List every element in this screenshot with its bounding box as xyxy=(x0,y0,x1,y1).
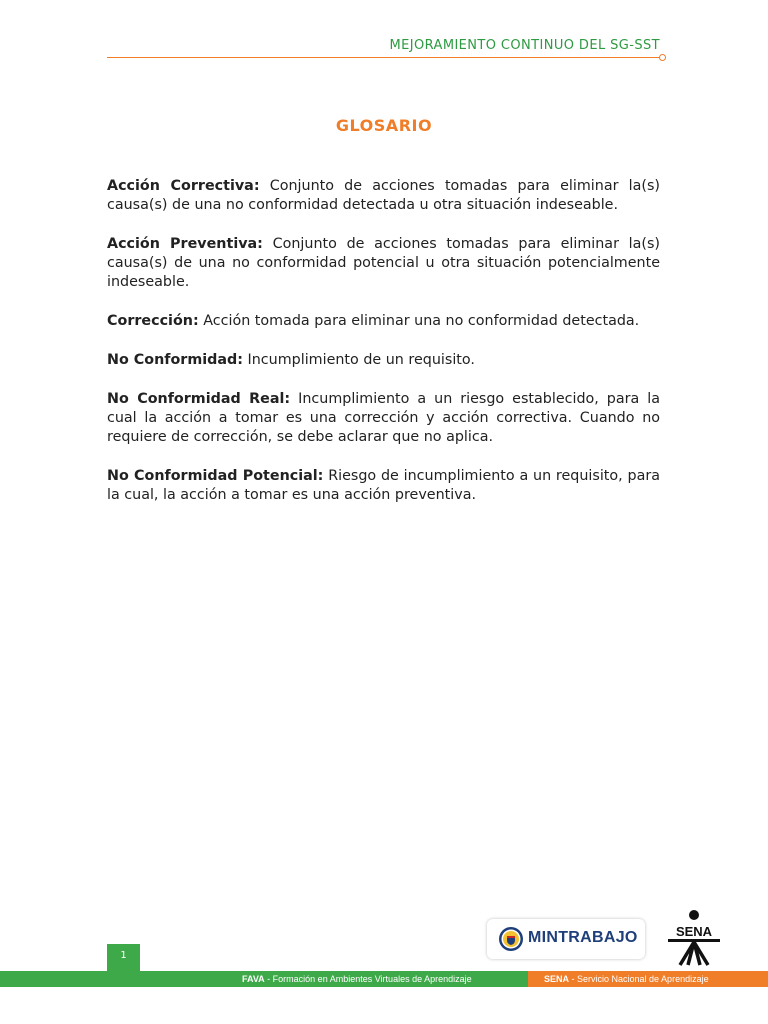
glossary-definition: Conjunto de acciones tomadas para eliminar la(s) causa(s) de una no conformidad potencial u otra situación potencialmente indeseable. xyxy=(107,236,660,290)
fava-text: - Formación en Ambientes Virtuales de Aprendizaje xyxy=(264,974,472,984)
glossary-definition: Riesgo de incumplimiento a un requisito, para la cual, la acción a tomar es una acción preventiva. xyxy=(107,468,660,503)
glossary-list xyxy=(107,177,660,525)
glossary-term: Acción Preventiva: xyxy=(107,236,263,252)
glossary-entry xyxy=(107,390,660,447)
page-title: GLOSARIO xyxy=(335,116,433,135)
glossary-term: Acción Correctiva: xyxy=(107,178,260,194)
glossary-entry xyxy=(107,351,660,370)
fava-label: FAVA xyxy=(242,974,265,984)
glossary-term: No Conformidad Potencial: xyxy=(107,468,324,484)
sena-logo-text: SENA xyxy=(675,924,713,939)
mintrabajo-logo xyxy=(487,919,645,959)
sena-footer-bar xyxy=(528,971,768,987)
glossary-term: No Conformidad: xyxy=(107,352,243,368)
colombia-seal-icon xyxy=(498,926,524,952)
sena-text: - Servicio Nacional de Aprendizaje xyxy=(569,974,709,984)
glossary-entry xyxy=(107,467,660,505)
header-rule xyxy=(107,57,661,58)
glossary-entry xyxy=(107,312,660,331)
header-rule-end-dot xyxy=(659,54,666,61)
glossary-definition: Incumplimiento a un riesgo establecido, para la cual la acción a tomar es una corrección y acción correctiva. Cuando no requiere de corrección, se debe aclarar que no aplica. xyxy=(107,391,661,445)
glossary-term: Corrección: xyxy=(107,313,199,329)
glossary-definition: Incumplimiento de un requisito. xyxy=(247,352,475,368)
sena-label: SENA xyxy=(544,974,570,984)
glossary-entry xyxy=(107,177,660,215)
page-number: 1 xyxy=(107,944,140,971)
mintrabajo-logo-text: MINTRABAJO xyxy=(528,929,638,946)
glossary-term: No Conformidad Real: xyxy=(107,391,291,407)
glossary-entry xyxy=(107,235,660,292)
sena-logo-icon xyxy=(666,909,722,967)
glossary-definition: Conjunto de acciones tomadas para eliminar la(s) causa(s) de una no conformidad detectada u otra situación indeseable. xyxy=(107,178,660,213)
glossary-definition: Acción tomada para eliminar una no conformidad detectada. xyxy=(203,313,640,329)
header-title: MEJORAMIENTO CONTINUO DEL SG-SST xyxy=(389,38,660,53)
fava-footer-bar xyxy=(222,971,528,987)
